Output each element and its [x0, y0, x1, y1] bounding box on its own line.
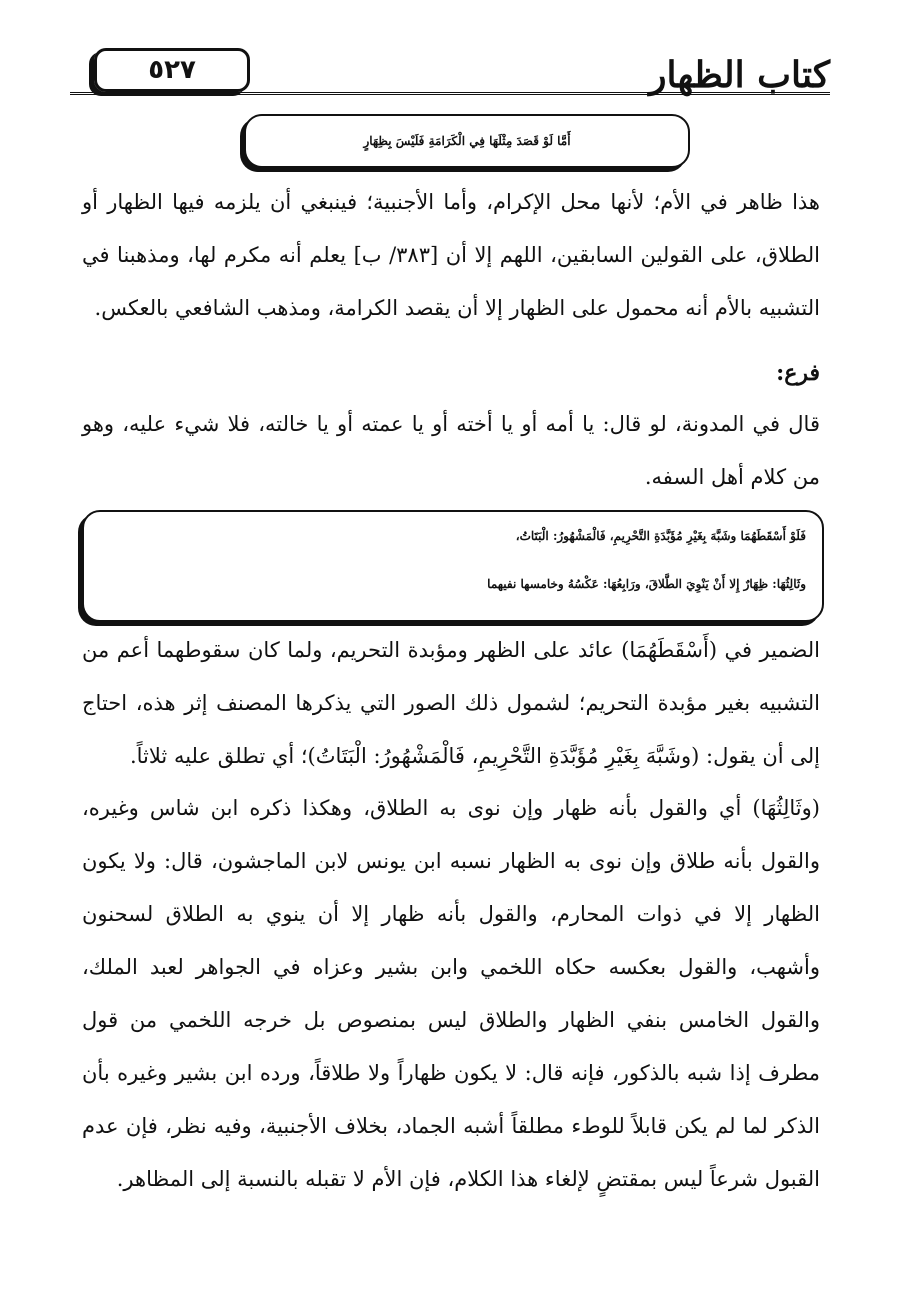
matn-box-1: أَمَّا لَوْ قَصَدَ مِثْلَهَا فِي الْكَرَامَةِ فَلَيْسَ بِظِهَارٍ — [244, 114, 690, 168]
header-rule — [70, 92, 830, 95]
matn-box-2 — [82, 510, 824, 622]
far-paragraph: قال في المدونة، لو قال: يا أمه أو يا أخته أو يا عمته أو يا خالته، فلا شيء عليه، وهو من كلام أهل السفه. — [82, 412, 820, 489]
sharh-paragraph-3: (وثَالِثُهَا) أي والقول بأنه ظهار وإن نوى به الطلاق، وهكذا ذكره ابن شاس وغيره، والقول بأنه طلاق وإن نوى به الظهار نسبه ابن يونس لابن الماجشون، قال: ولا يكون الظهار إلا في ذوات المحارم، والقول بأنه ظهار إلا أن ينوي به الطلاق لسحنون وأشهب، والقول بعكسه حكاه اللخمي وابن بشير وعزاه في الجواهر لعبد الملك، والقول الخامس بنفي الظهار والطلاق ليس بمنصوص بل خرجه اللخمي من قول مطرف إذا شبه بالذكور، فإنه قال: لا يكون ظهاراً ولا طلاقاً، ورده ابن بشير وغيره بأن الذكر لما لم يكن قابلاً للوطء مطلقاً أشبه الجماد، بخلاف الأجنبية، وفيه نظر، فإن عدم القبول شرعاً ليس بمقتضٍ لإلغاء هذا الكلام، فإن الأم لا تقبله بالنسبة إلى المظاهر. — [82, 796, 821, 1191]
matn-line-1: فَلَوْ أَسْقَطَهُمَا وشَبَّهَ بِغَيْرِ مُؤَبَّدَةِ التَّحْرِيمِ، فَالْمَشْهُورُ: الْبَتَاتُ، — [515, 529, 806, 543]
book-title: كتاب الظهار — [649, 54, 830, 96]
page-header — [70, 46, 830, 96]
page-number: ٥٢٧ — [94, 48, 250, 92]
sharh-paragraph-2: الضمير في (أَسْقَطَهُمَا) عائد على الظهر ومؤبدة التحريم، ولما كان سقوطهما أعم من التشبيه بغير مؤبدة التحريم؛ لشمول ذلك الصور التي يذكرها المصنف إثر هذه، احتاج إلى أن يقول: (وشَبَّهَ بِغَيْرِ مُؤَبَّدَةِ التَّحْرِيمِ، فَالْمَشْهُورُ: الْبَتَاتُ)؛ أي تطلق عليه ثلاثاً. — [82, 638, 820, 768]
sharh-paragraph-1: هذا ظاهر في الأم؛ لأنها محل الإكرام، وأما الأجنبية؛ فينبغي أن يلزمه فيها الظهار أو الطلاق، على القولين السابقين، اللهم إلا أن [٣٨٣/ ب] يعلم أنه مكرم لها، ومذهبنا في التشبيه بالأم أنه محمول على الظهار إلا أن يقصد الكرامة، ومذهب الشافعي بالعكس. — [82, 190, 820, 320]
far-heading: فرع: — [776, 360, 820, 386]
matn-line-2: وثَالِثُهَا: ظِهَارٌ إِلا أَنْ يَنْوِيَ الطَّلاقَ، ورَابِعُهَا: عَكْسُهُ وخامسها نفيهما — [487, 577, 806, 591]
